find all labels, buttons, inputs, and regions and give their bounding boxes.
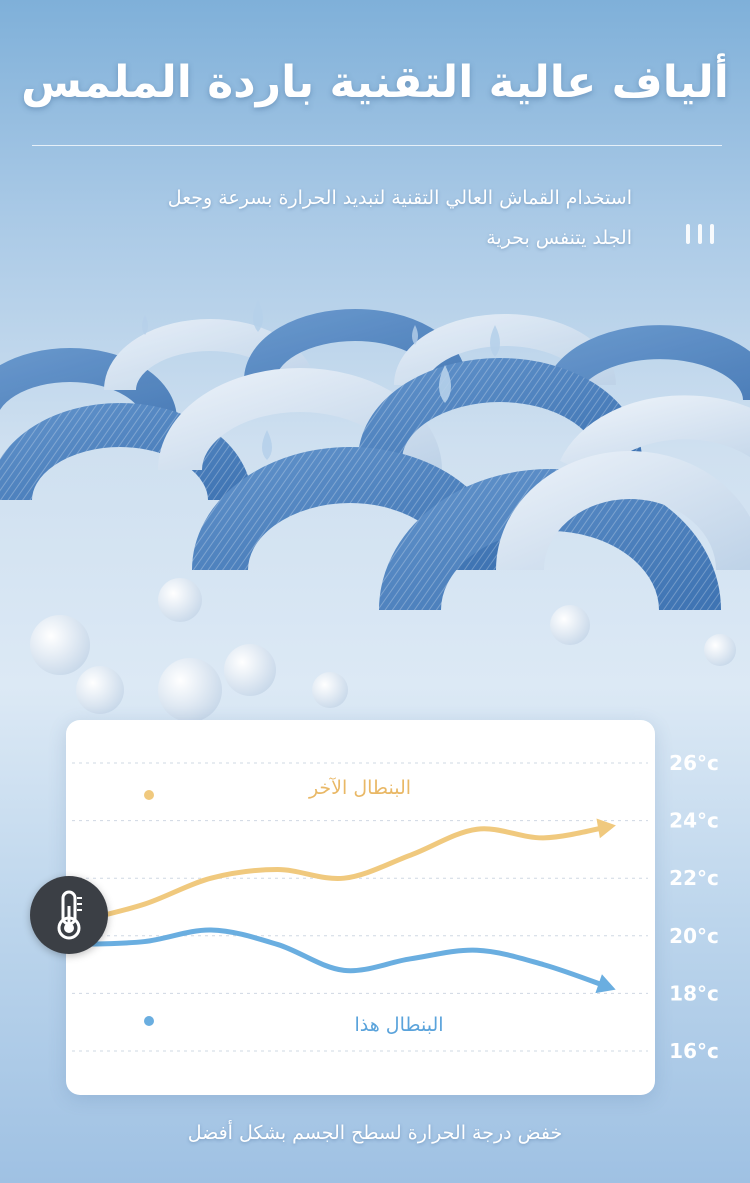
grid-lines bbox=[72, 763, 648, 1051]
page-title: ألياف عالية التقنية باردة الملمس bbox=[21, 57, 729, 108]
y-tick-label: 24°c bbox=[669, 808, 719, 833]
vertical-bars-icon bbox=[686, 224, 718, 244]
legend-dot-this bbox=[144, 1016, 154, 1026]
description-line-1: استخدام القماش العالي التقنية لتبديد الحرارة بسرعة وجعل bbox=[167, 187, 632, 209]
description-line-2: الجلد يتنفس بحرية bbox=[486, 227, 632, 249]
series-line-this bbox=[78, 930, 610, 988]
y-tick-label: 26°c bbox=[669, 751, 719, 775]
fiber-coils-illustration bbox=[0, 270, 750, 730]
legend bbox=[144, 777, 444, 1036]
temperature-chart bbox=[0, 720, 750, 1100]
footer-caption: خفض درجة الحرارة لسطح الجسم بشكل أفضل bbox=[187, 1122, 563, 1144]
y-tick-label: 18°c bbox=[669, 981, 719, 1006]
legend-dot-other bbox=[144, 790, 154, 800]
arrow-head-other bbox=[596, 819, 615, 839]
legend-label-this: البنطال هذا bbox=[354, 1014, 444, 1036]
series-line-other bbox=[78, 826, 610, 921]
y-axis-ticks bbox=[669, 751, 719, 1063]
thermometer-icon bbox=[30, 876, 108, 954]
description bbox=[72, 178, 632, 258]
legend-label-other: البنطال الآخر bbox=[308, 777, 412, 799]
title-divider bbox=[32, 145, 722, 146]
y-tick-label: 16°c bbox=[669, 1039, 719, 1063]
y-tick-label: 20°c bbox=[669, 923, 719, 948]
y-tick-label: 22°c bbox=[669, 866, 719, 891]
series-lines bbox=[78, 819, 616, 994]
